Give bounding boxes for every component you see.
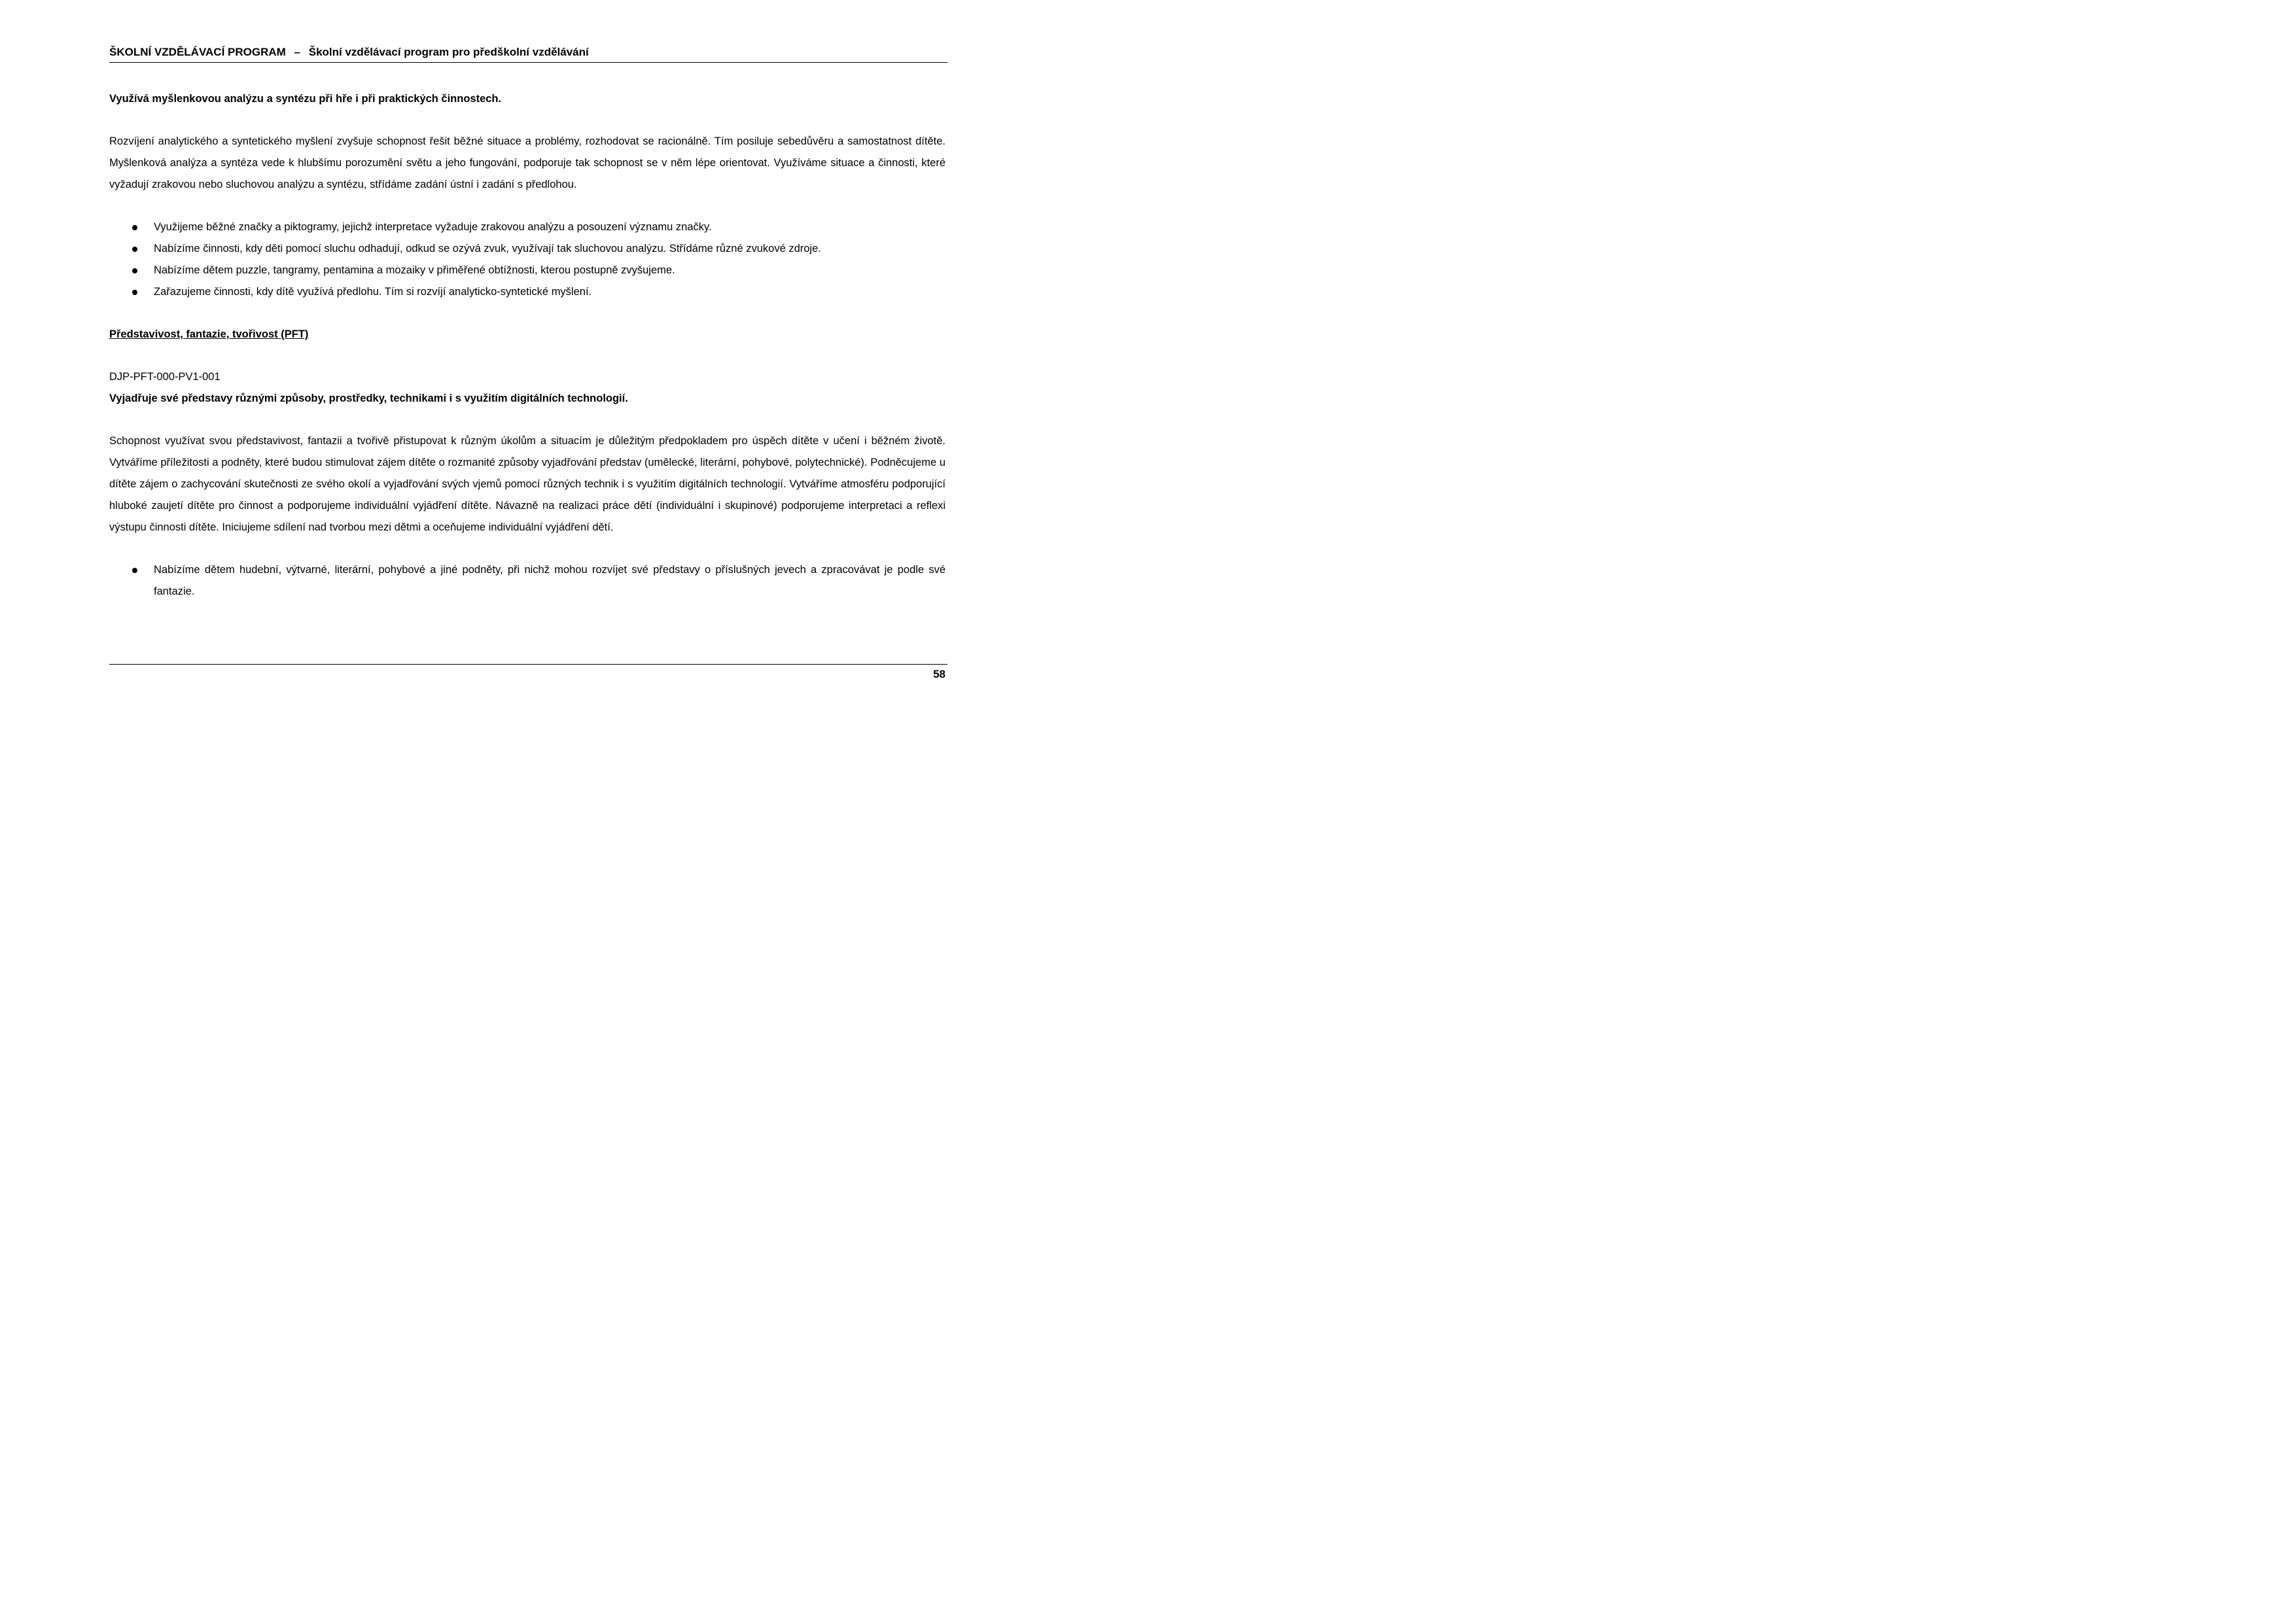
- list-item: [109, 281, 945, 303]
- spacer: [109, 110, 945, 131]
- goal-description: Rozvíjení analytického a syntetického myšlení zvyšuje schopnost řešit běžné situace a problémy, rozhodovat se racionálně. Tím posiluje sebedůvěru a samostatnost dítěte. Myšlenková analýza a syntéza vede k hlubšímu porozumění světu a jeho fungování, podporuje tak schopnost se v něm lépe orientovat. Využíváme situace a činnosti, které vyžadují zrakovou nebo sluchovou analýzu a syntézu, střídáme zadání ústní i zadání s předlohou.: [109, 135, 945, 190]
- goal-description: Schopnost využívat svou představivost, fantazii a tvořivě přistupovat k různým úkolům a situacím je důležitým předpokladem pro úspěch dítěte v učení i běžném životě. Vytváříme příležitosti a podněty, které budou stimulovat zájem dítěte o rozmanité způsoby vyjadřování představ (umělecké, literární, pohybové, polytechnické). Podněcujeme u dítěte zájem o zachycování skutečnosti ze svého okolí a vyjadřování svých vjemů pomocí různých technik i s využitím digitálních technologií. Vytváříme atmosféru podporující hluboké zaujetí dítěte pro činnost a podporujeme individuální vyjádření dítěte. Návazně na realizaci práce dětí (individuální i skupinové) podporujeme interpretaci a reflexi výstupu činnosti dítěte. Iniciujeme sdílení nad tvorbou mezi dětmi a oceňujeme individuální vyjádření dětí.: [109, 435, 945, 533]
- goal-code: DJP-PFT-000-PV1-001: [109, 371, 221, 383]
- header-program-label: ŠKOLNÍ VZDĚLÁVACÍ PROGRAM: [109, 46, 286, 58]
- section-heading: Představivost, fantazie, tvořivost (PFT): [109, 328, 309, 340]
- list-item: [109, 260, 945, 281]
- running-header: [109, 46, 947, 59]
- document-page: [0, 0, 1016, 718]
- list-item-text: Využijeme běžné značky a piktogramy, jejichž interpretace vyžaduje zrakovou analýzu a posouzení významu značky.: [154, 221, 712, 233]
- footer-rule: [109, 664, 947, 665]
- header-program-title: Školní vzdělávací program pro předškolní vzdělávání: [308, 46, 589, 58]
- spacer: [109, 196, 945, 217]
- bullet-icon: [132, 568, 137, 573]
- list-item-text: Nabízíme dětem puzzle, tangramy, pentamina a mozaiky v přiměřené obtížnosti, kterou postupně zvyšujeme.: [154, 264, 675, 276]
- list-item-text: Nabízíme dětem hudební, výtvarné, literární, pohybové a jiné podněty, při nichž mohou rozvíjet své představy o příslušných jevech a zpracovávat je podle své fantazie.: [154, 564, 945, 597]
- list-item: [109, 217, 945, 238]
- bullet-icon: [132, 290, 137, 295]
- list-item-text: Zařazujeme činnosti, kdy dítě využívá předlohu. Tím si rozvíjí analyticko-syntetické myšlení.: [154, 286, 592, 298]
- activity-list: [109, 217, 945, 303]
- list-item-text: Nabízíme činnosti, kdy děti pomocí sluchu odhadují, odkud se ozývá zvuk, využívají tak sluchovou analýzu. Střídáme různé zvukové zdroje.: [154, 243, 821, 254]
- list-item: [109, 559, 945, 602]
- spacer: [109, 538, 945, 559]
- header-separator: –: [294, 46, 301, 58]
- bullet-icon: [132, 268, 137, 273]
- page-number: 58: [933, 668, 945, 680]
- activity-list: [109, 559, 945, 602]
- spacer: [109, 303, 945, 324]
- spacer: [109, 345, 945, 366]
- bullet-icon: [132, 225, 137, 230]
- bullet-icon: [132, 247, 137, 252]
- list-item: [109, 238, 945, 260]
- spacer: [109, 410, 945, 430]
- goal-title: Vyjadřuje své představy různými způsoby, prostředky, technikami i s využitím digitálních technologií.: [109, 393, 628, 404]
- goal-title: Využívá myšlenkovou analýzu a syntézu při hře i při praktických činnostech.: [109, 93, 502, 105]
- page-content: [109, 88, 945, 602]
- header-rule: [109, 62, 947, 63]
